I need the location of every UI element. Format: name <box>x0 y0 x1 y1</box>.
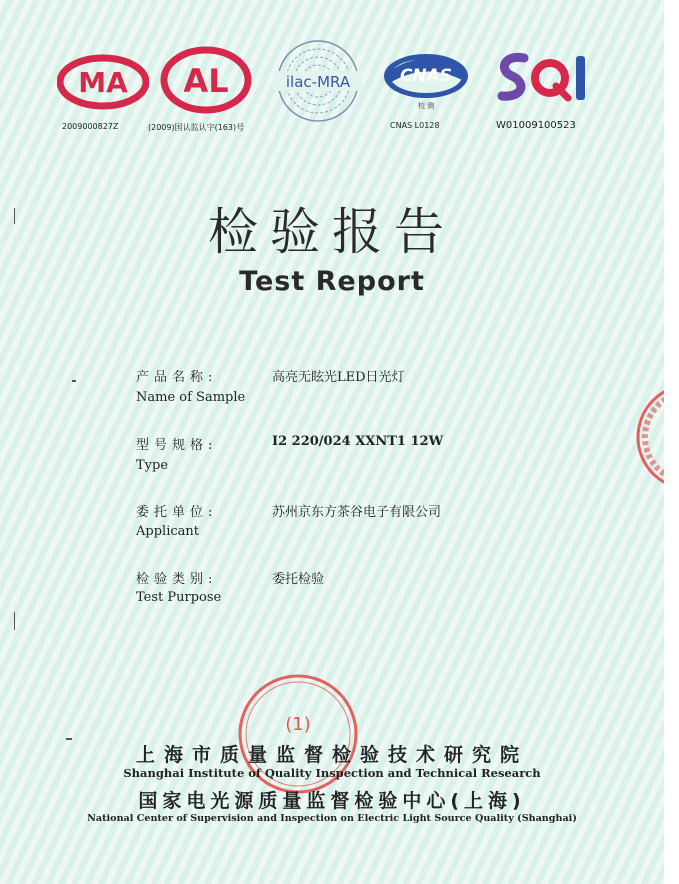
purpose-value: 委托检验 <box>272 572 325 587</box>
cnas-subtext: 校 测 <box>417 102 435 110</box>
sample-name-label-en: Name of Sample <box>136 390 246 405</box>
title-english: Test Report <box>239 266 425 297</box>
cal-code: (2009)国认监认字(163)号 <box>148 123 245 132</box>
center-name-cn: 国家电光源质量监督检验中心(上海) <box>138 790 526 812</box>
sample-name-label-cn: 产品名称: <box>136 370 218 385</box>
scan-mark <box>14 208 15 224</box>
institute-name-en: Shanghai Institute of Quality Inspection and Technical Research <box>123 766 541 780</box>
edge-seal <box>630 382 664 492</box>
sample-name-value: 高亮无眩光LED日光灯 <box>272 370 405 385</box>
type-label-cn: 型号规格: <box>136 438 218 453</box>
cal-logo-text: AL <box>183 62 229 100</box>
purpose-label-en: Test Purpose <box>136 590 222 605</box>
type-value: I2 220/024 XXNT1 12W <box>272 434 444 449</box>
scan-mark <box>66 738 72 740</box>
cal-logo <box>160 46 252 114</box>
applicant-value: 苏州京东方茶谷电子有限公司 <box>272 505 442 520</box>
svg-text:(1): (1) <box>285 714 311 735</box>
cnas-logo <box>378 40 474 124</box>
sqi-code: W01009100523 <box>496 120 576 131</box>
center-name-en: National Center of Supervision and Inspection on Electric Light Source Quality (Shanghai) <box>87 813 577 824</box>
ilac-mra-logo <box>272 38 364 124</box>
applicant-label-en: Applicant <box>136 524 199 539</box>
cma-logo <box>57 54 149 110</box>
institute-name-cn: 上海市质量监督检验技术研究院 <box>135 744 528 766</box>
ilac-logo-text: ilac-MRA <box>285 73 351 91</box>
scan-mark <box>72 380 76 382</box>
purpose-label-cn: 检验类别: <box>136 572 218 587</box>
sqi-logo <box>494 48 592 110</box>
title-chinese: 检验报告 <box>208 203 456 261</box>
type-label-en: Type <box>136 458 169 473</box>
page-edge <box>664 0 679 884</box>
cma-logo-text: MA <box>78 66 128 99</box>
cnas-logo-text: CNAS <box>399 66 453 86</box>
scan-mark <box>14 612 15 630</box>
cma-code: 2009000827Z <box>62 122 119 131</box>
applicant-label-cn: 委托单位: <box>136 505 218 520</box>
cnas-code: CNAS L0128 <box>390 121 440 130</box>
